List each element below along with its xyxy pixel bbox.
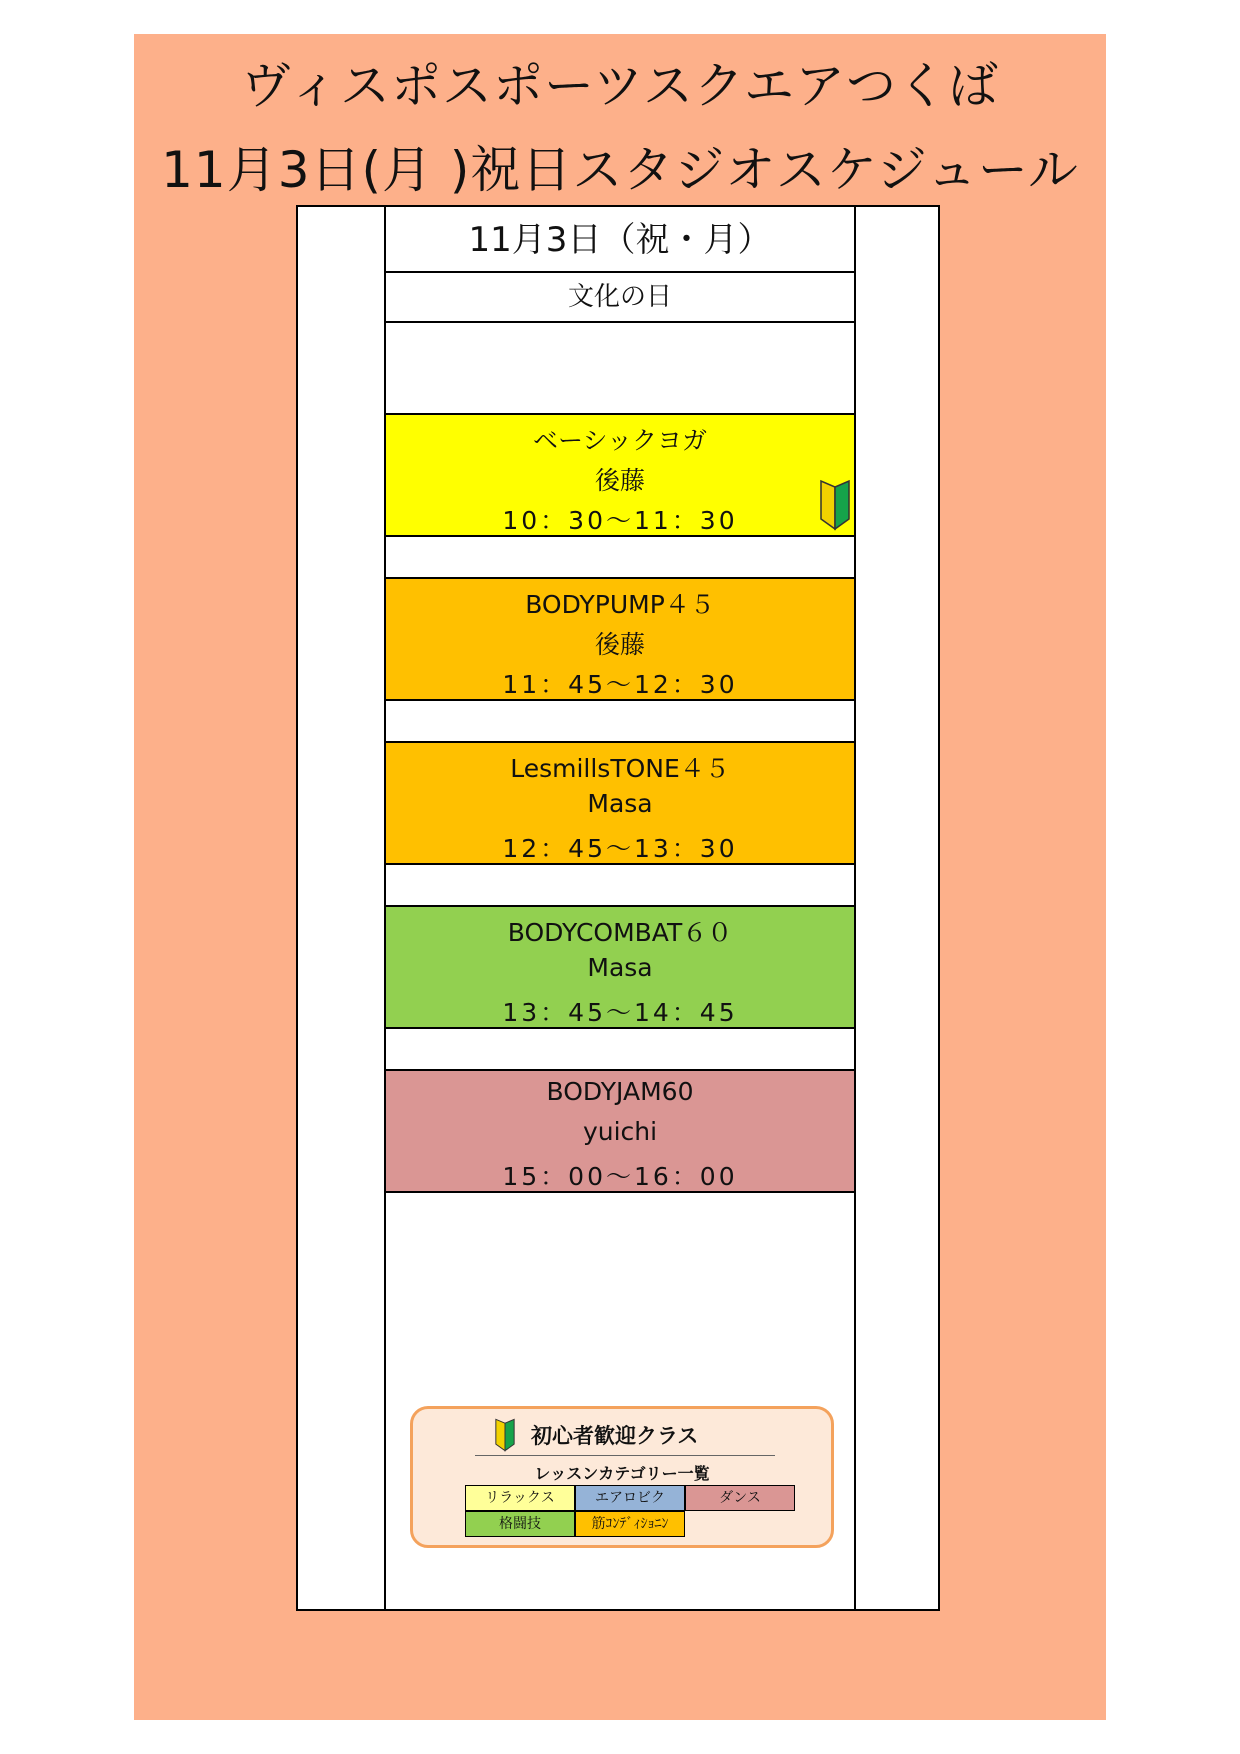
class-slot-basic-yoga <box>386 413 854 537</box>
legend-box <box>410 1406 834 1548</box>
category-martial-arts: 格闘技 <box>465 1511 575 1537</box>
class-instructor: yuichi <box>582 1117 658 1146</box>
beginner-mark-icon <box>493 1418 517 1452</box>
legend-category-title: レッスンカテゴリー一覧 <box>534 1464 710 1483</box>
class-time: 12：45〜13：30 <box>502 834 738 863</box>
class-time: 11：45〜12：30 <box>502 670 738 699</box>
legend-beginner-label: 初心者歓迎クラス <box>531 1424 699 1448</box>
class-name: BODYCOMBAT６０ <box>507 918 733 947</box>
class-name: ベーシックヨガ <box>532 426 707 455</box>
class-slot-bodypump <box>386 577 854 701</box>
column-divider <box>854 207 856 1609</box>
legend-divider <box>475 1455 775 1456</box>
class-time: 15：00〜16：00 <box>502 1162 738 1191</box>
category-dance: ダンス <box>685 1485 795 1511</box>
class-time: 13：45〜14：45 <box>502 998 738 1027</box>
schedule-table <box>296 205 940 1611</box>
category-aerobics: エアロビク <box>575 1485 685 1511</box>
class-instructor: Masa <box>587 953 653 982</box>
legend-beginner-row <box>493 1417 698 1453</box>
class-slot-bodycombat <box>386 905 854 1029</box>
class-name: LesmillsTONE４５ <box>510 754 730 783</box>
class-time: 10：30〜11：30 <box>502 506 738 535</box>
schedule-title: 11月3日(月 )祝日スタジオスケジュール <box>161 141 1079 199</box>
gym-name-title: ヴィスポスポーツスクエアつくば <box>241 57 999 115</box>
class-instructor: 後藤 <box>594 466 645 495</box>
holiday-name: 文化の日 <box>386 273 854 323</box>
category-conditioning: 筋ｺﾝﾃﾞｨｼｮﾆﾝ <box>575 1511 685 1537</box>
class-name: BODYJAM60 <box>546 1077 694 1106</box>
class-instructor: Masa <box>587 789 653 818</box>
class-slot-lesmills-tone <box>386 741 854 865</box>
category-relax: リラックス <box>465 1485 575 1511</box>
class-slot-bodyjam <box>386 1069 854 1193</box>
date-header: 11月3日（祝・月） <box>386 207 854 273</box>
class-name: BODYPUMP４５ <box>525 590 715 619</box>
class-instructor: 後藤 <box>594 630 645 659</box>
beginner-mark-icon <box>818 479 852 531</box>
